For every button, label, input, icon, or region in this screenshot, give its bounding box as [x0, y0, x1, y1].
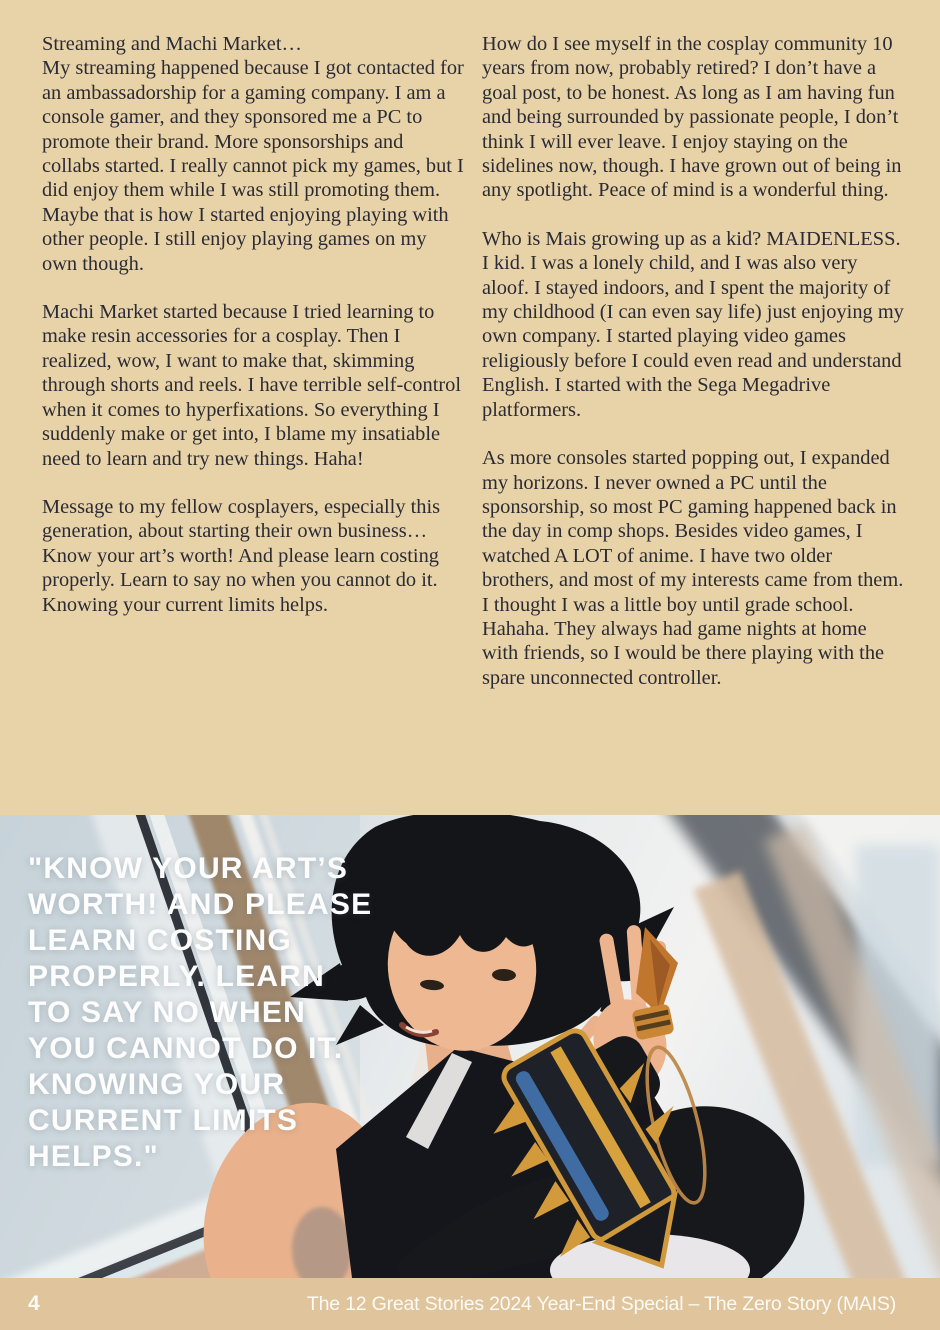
body-paragraph: How do I see myself in the cosplay community 10 years from now, probably retired? I don’t have a goal post, to be honest. As long as I am having fun and being surrounded by passionate people, I don’t think I will ever leave. I enjoy staying on the sidelines now, though. I have grown out of being in any spotlight. Peace of mind is a wonderful thing.	[482, 33, 902, 202]
pull-quote-line: WORTH! AND PLEASE	[28, 888, 373, 921]
body-paragraph: Who is Mais growing up as a kid? MAIDENLESS. I kid. I was a lonely child, and I was also very aloof. I stayed indoors, and I spent the majority of my childhood (I can even say life) just enjoying my own company. I started playing video games religiously before I could even read and understand English. I started with the Sega Megadrive platformers.	[482, 227, 904, 421]
pull-quote-line: YOU CANNOT DO IT.	[28, 1032, 344, 1065]
right-column	[482, 32, 906, 714]
section-heading: Streaming and Machi Market…	[42, 33, 302, 55]
article-body	[42, 32, 906, 714]
body-paragraph: Machi Market started because I tried learning to make resin accessories for a cosplay. Then I realized, wow, I want to make that, skimming through shorts and reels. I have terrible self-control when it comes to hyperfixations. So everything I suddenly make or get into, I blame my insatiable need to learn and try new things. Haha!	[42, 301, 462, 470]
pull-quote-line: "KNOW YOUR ART’S	[28, 852, 349, 885]
cosplay-photo	[0, 815, 940, 1278]
pull-quote-line: PROPERLY. LEARN	[28, 960, 325, 993]
page-footer	[0, 1278, 940, 1330]
pull-quote-line: CURRENT LIMITS	[28, 1104, 299, 1137]
pull-quote-line: LEARN COSTING	[28, 924, 292, 957]
pull-quote	[28, 851, 418, 1175]
body-paragraph: My streaming happened because I got contacted for an ambassadorship for a gaming company. I am a console gamer, and they sponsored me a PC to promote their brand. More sponsorships and collabs started. I really cannot pick my games, but I did enjoy them while I was still promoting them. Maybe that is how I started enjoying playing with other people. I still enjoy playing games on my own though.	[42, 57, 464, 275]
footer-title: The 12 Great Stories 2024 Year-End Special – The Zero Story (MAIS)	[306, 1292, 896, 1315]
left-column	[42, 32, 466, 714]
body-paragraph: Message to my fellow cosplayers, especially this generation, about starting their own business… Know your art’s worth! And please learn costing properly. Learn to say no when you cannot do it. Knowing your current limits helps.	[42, 495, 441, 616]
body-paragraph: As more consoles started popping out, I expanded my horizons. I never owned a PC until the sponsorship, so most PC gaming happened back in the day in comp shops. Besides video games, I watched A LOT of anime. I have two older brothers, and most of my interests came from them. I thought I was a little boy until grade school. Hahaha. They always had game nights at home with friends, so I would be there playing with the spare unconnected controller.	[482, 447, 904, 689]
pull-quote-line: TO SAY NO WHEN	[28, 996, 306, 1029]
pull-quote-line: KNOWING YOUR	[28, 1068, 286, 1101]
page-number: 4	[28, 1292, 40, 1315]
pull-quote-line: HELPS."	[28, 1140, 159, 1173]
